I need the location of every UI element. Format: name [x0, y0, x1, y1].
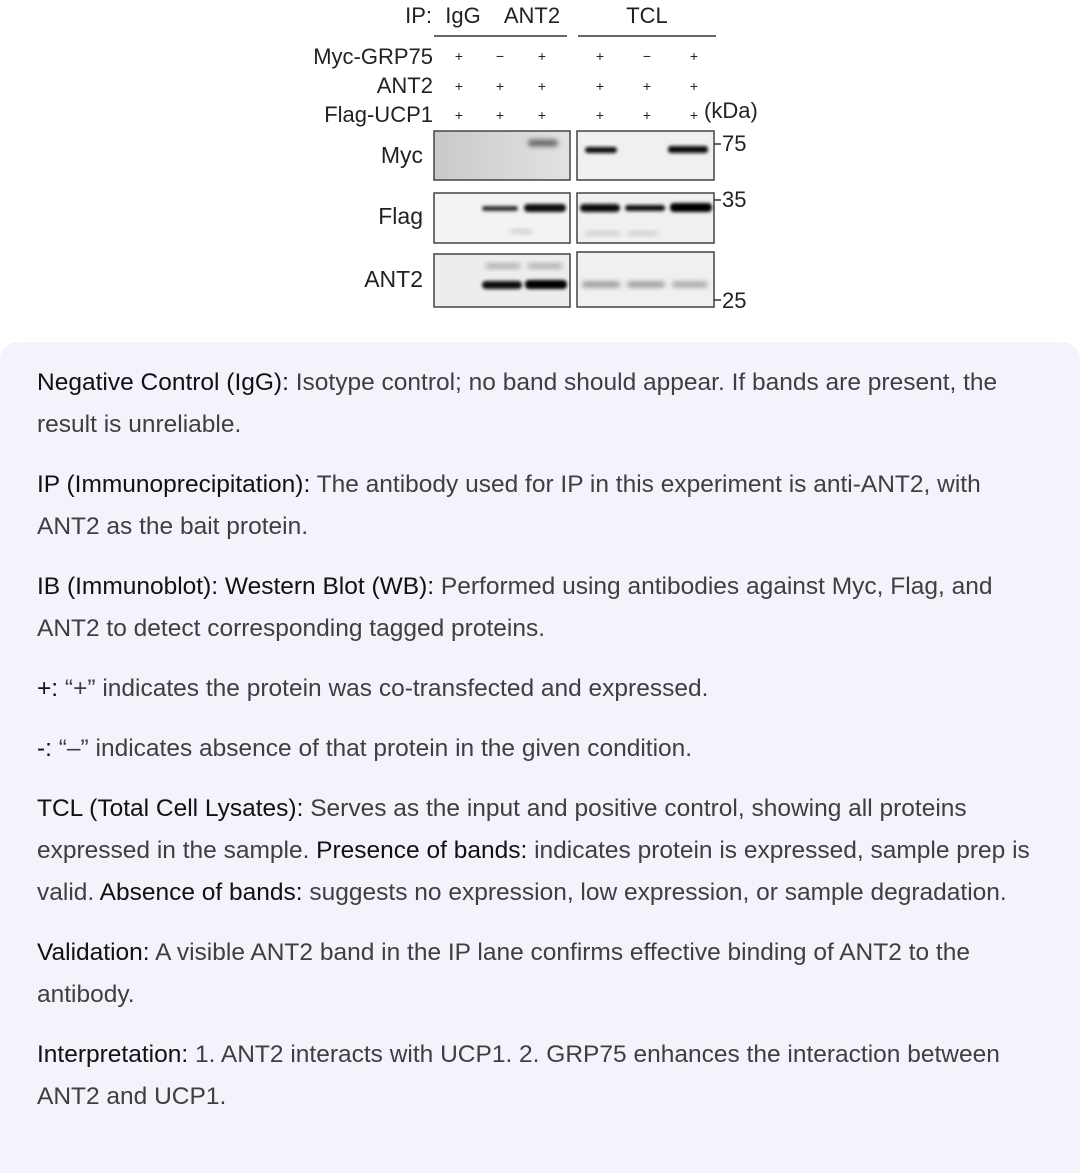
kda-unit-label: (kDa)	[704, 98, 758, 123]
band	[580, 204, 620, 212]
condition-sign: +	[537, 78, 547, 94]
condition-name: Flag-UCP1	[324, 102, 433, 127]
explanation-text: A visible ANT2 band in the IP lane confirms effective binding of ANT2 to the antibody.	[37, 939, 970, 1008]
condition-sign: +	[537, 48, 547, 64]
condition-sign: +	[537, 107, 547, 123]
blot-label-myc: Myc	[380, 142, 423, 168]
condition-sign: +	[595, 48, 605, 64]
explanation-interpretation	[37, 1034, 1040, 1118]
condition-sign: +	[495, 78, 505, 94]
band	[524, 204, 566, 212]
explanation-panel	[0, 342, 1080, 1173]
condition-sign: −	[642, 48, 652, 64]
explanation-validation	[37, 932, 1040, 1016]
blot-panel-ant2-tcl	[577, 252, 714, 307]
marker-label-25: 25	[722, 288, 747, 313]
explanation-tcl	[37, 788, 1040, 914]
blot-panel-myc-ip	[434, 131, 570, 180]
group-label-tcl: TCL	[626, 3, 668, 28]
condition-sign: +	[595, 107, 605, 123]
explanation-term: Validation:	[37, 939, 150, 966]
blot-panel-flag-tcl	[577, 193, 714, 243]
blot-label-flag: Flag	[378, 203, 423, 229]
explanation-term: Negative Control (IgG):	[37, 369, 289, 396]
explanation-text: The antibody used for IP in this experiment is anti-ANT2, with ANT2 as the bait protein.	[37, 471, 981, 540]
band	[628, 232, 658, 235]
explanation-text: “+” indicates the protein was co-transfected and expressed.	[58, 675, 709, 702]
explanation-term: IB (Immunoblot): Western Blot (WB):	[37, 573, 435, 600]
condition-sign: +	[689, 107, 699, 123]
band	[625, 205, 665, 211]
condition-sign: +	[595, 78, 605, 94]
explanation-term: Presence of bands:	[309, 837, 528, 864]
condition-sign: +	[454, 107, 464, 123]
explanation-minus	[37, 728, 1040, 770]
condition-name: ANT2	[376, 73, 433, 98]
marker-label-35: 35	[722, 187, 747, 212]
condition-sign: +	[495, 107, 505, 123]
explanation-text: “–” indicates absence of that protein in the given condition.	[51, 735, 693, 762]
band	[528, 264, 562, 268]
band	[486, 264, 520, 268]
condition-sign: +	[642, 78, 652, 94]
explanation-text: Isotype control; no band should appear. If bands are present, the result is unreliable.	[37, 369, 998, 438]
blot-panel-flag-ip	[434, 193, 570, 243]
explanation-text: suggests no expression, low expression, or sample degradation.	[302, 879, 1007, 906]
band	[627, 282, 665, 287]
band	[670, 203, 712, 212]
explanation-text: Serves as the input and positive control, showing all proteins expressed in the sample.	[37, 795, 967, 864]
band	[585, 147, 617, 153]
blot-panel-ant2-ip	[434, 254, 570, 307]
band	[672, 282, 708, 287]
blot-panel-myc-tcl	[577, 131, 714, 180]
band	[482, 281, 522, 289]
explanation-term: Absence of bands:	[94, 879, 303, 906]
band	[525, 280, 567, 289]
band	[482, 206, 518, 211]
explanation-term: -:	[37, 735, 52, 762]
explanation-text: indicates protein is expressed, sample prep is valid.	[37, 837, 1030, 906]
condition-rows	[313, 44, 698, 127]
condition-sign: +	[642, 107, 652, 123]
condition-sign: +	[689, 78, 699, 94]
condition-sign: +	[454, 78, 464, 94]
blot-label-ant2: ANT2	[364, 266, 423, 292]
band	[510, 230, 532, 233]
condition-sign: −	[495, 48, 505, 64]
explanation-term: IP (Immunoprecipitation):	[37, 471, 311, 498]
explanation-term: TCL (Total Cell Lysates):	[37, 795, 304, 822]
explanation-negative-control	[37, 362, 1040, 446]
explanation-ip	[37, 464, 1040, 548]
explanation-term: Interpretation:	[37, 1041, 189, 1068]
marker-label-75: 75	[722, 131, 747, 156]
band	[668, 146, 708, 153]
group-label-ant2: ANT2	[503, 3, 561, 28]
condition-sign: +	[454, 48, 464, 64]
band	[582, 282, 620, 287]
band	[528, 140, 558, 146]
condition-sign: +	[689, 48, 699, 64]
explanation-ib	[37, 566, 1040, 650]
condition-name: Myc-GRP75	[313, 44, 433, 69]
band	[585, 232, 620, 235]
western-blot-figure	[0, 0, 1080, 330]
explanation-text: 1. ANT2 interacts with UCP1. 2. GRP75 enhances the interaction between ANT2 and UCP1.	[37, 1041, 1000, 1110]
explanation-text: Performed using antibodies against Myc, Flag, and ANT2 to detect corresponding tagged proteins.	[37, 573, 993, 642]
explanation-plus	[37, 668, 1040, 710]
group-label-igg: IgG	[445, 3, 481, 28]
ip-label: IP:	[405, 3, 432, 28]
explanation-term: +:	[37, 675, 59, 702]
